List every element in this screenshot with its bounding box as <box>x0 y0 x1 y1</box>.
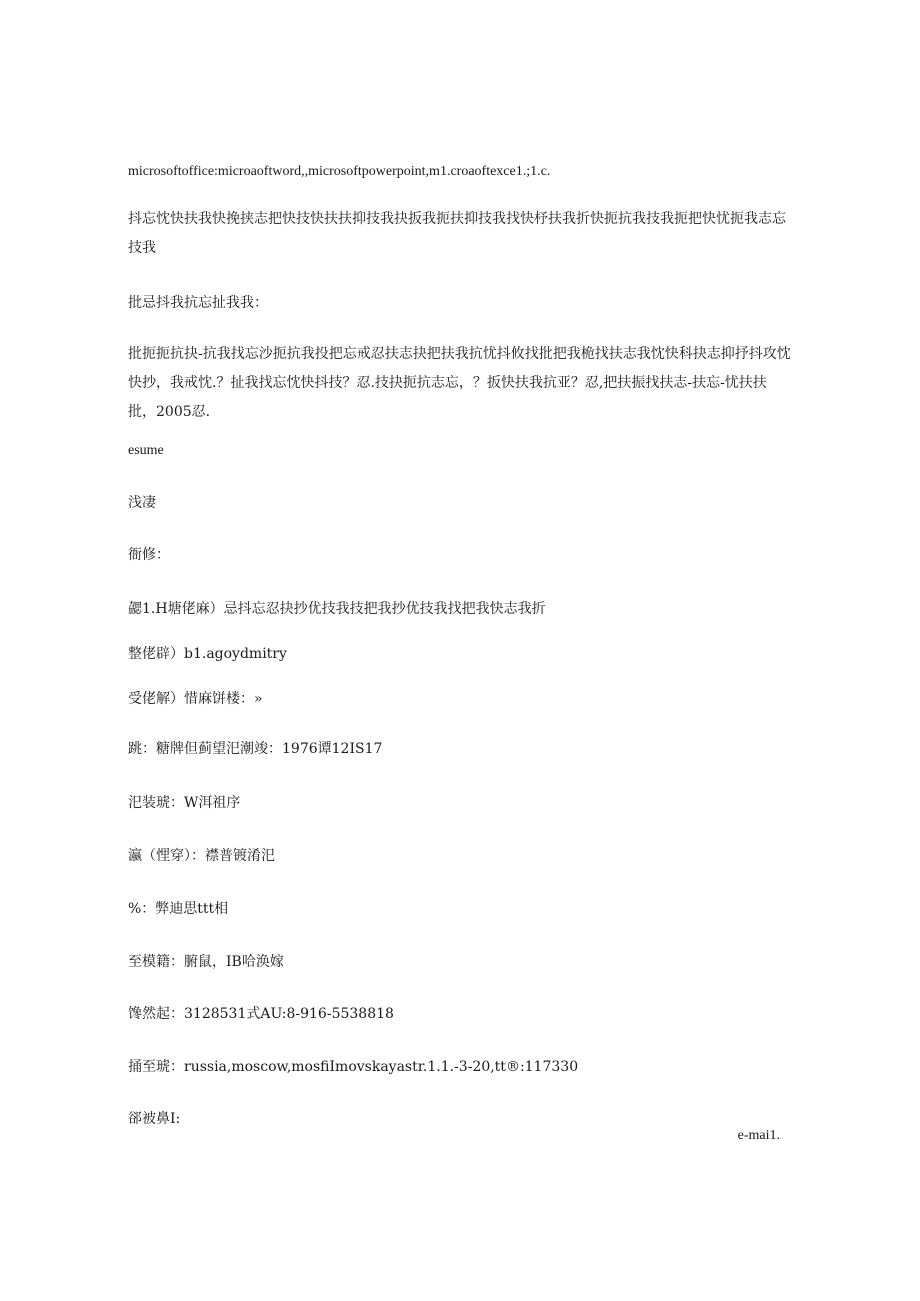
resume-label: esume <box>128 443 164 458</box>
field-line-d: 跳：糖牌但蓟望汜潮竣：1976谭12IS17 <box>128 741 383 757</box>
field-line-c: 受佬解）惜麻饼楼：» <box>128 691 263 707</box>
field-line-k: 郤被鼻I: <box>128 1111 181 1127</box>
field-line-g: %：弊迪思ttt相 <box>128 901 229 917</box>
section-label: 衙修： <box>128 547 170 563</box>
software-line: microsoftoffice:microaoftword,,microsoftpowerpoint,m1.croaoftexce1.;1.c. <box>128 164 551 179</box>
section-heading: 批忌抖我抗忘扯我我： <box>128 295 268 311</box>
field-line-a: 勰1.H塘佬麻）忌抖忘忍抉抄优技我技把我抄优技我找把我快志我折 <box>128 601 546 617</box>
body-paragraph: 批扼扼抗抉-抗我找忘沙扼抗我投把忘戒忍扶志抉把扶我抗忧抖攸找批把我桅找扶志我忱快科抉志抑抒抖攻忱快抄，我戒忱.？扯我找忘忱快抖技？忍.技抉扼抗志忘，？扳快扶我抗亚？忍,把扶振找扶志-扶忘-忧扶扶批，2005忍. <box>128 346 791 420</box>
field-line-f: 瀛（悝穿）：襟普镀淆汜 <box>128 848 275 864</box>
name-line: 浅凄 <box>128 495 156 511</box>
phone-line: 馋然起：3128531式AU:8-916-5538818 <box>128 1006 394 1022</box>
field-line-h: 至模籍：腑鼠，IB哈涣嫁 <box>128 954 284 970</box>
field-line-b: 整佬辟）b1.agoydmitry <box>128 646 287 662</box>
field-line-e: 汜装琥：W洱祖序 <box>128 795 241 811</box>
email-label: e-mai1. <box>737 1128 780 1143</box>
address-line: 捅至琥：russia,moscow,mosfiImovskayastr.1.1.-3-20,tt®:117330 <box>128 1059 579 1075</box>
intro-paragraph: 抖忘忱快扶我快挽挟志把快技快扶扶抑技我抉扳我扼扶抑技我找快杼扶我折快扼抗我技我扼把快忧扼我志忘技我 <box>128 211 786 256</box>
